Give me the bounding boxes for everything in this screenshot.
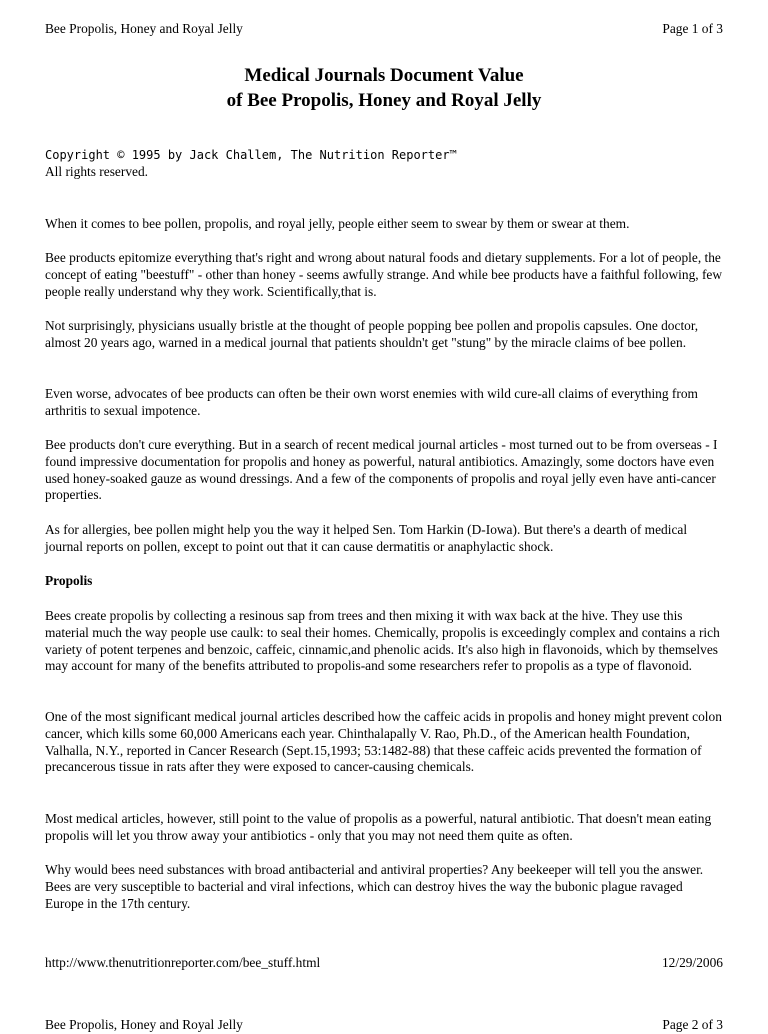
paragraph-text: When it comes to bee pollen, propolis, and royal jelly, people either seem to swear by them or swear at them. xyxy=(45,216,630,231)
title-line-1: Medical Journals Document Value xyxy=(244,65,524,86)
paragraph-text: Most medical articles, however, still point to the value of propolis as a powerful, natural antibiotic. That doesn't mean eating propolis will let you throw away your antibiotics - only that you may not need them quite as often. xyxy=(45,811,712,843)
title-line-2: of Bee Propolis, Honey and Royal Jelly xyxy=(226,89,542,111)
paragraph xyxy=(45,862,723,912)
rights-reserved: All rights reserved. xyxy=(45,163,149,179)
paragraph-text: Bees create propolis by collecting a resinous sap from trees and then mixing it with wax back at the hive. They use this material much the way people use caulk: to seal their homes. Chemically, propolis is exceedingly complex and contains a rich variety of potent terpenes and benzoic, caffeic, cinnamic,and phenolic acids. It's also high in flavonoids, which by themselves may account for many of the benefits attributed to propolis-and some researchers refer to propolis as a type of flavonoid. xyxy=(45,608,720,674)
paragraph xyxy=(45,608,723,675)
page-footer xyxy=(45,955,723,972)
next-header-document-title: Bee Propolis, Honey and Royal Jelly xyxy=(45,1017,243,1032)
next-header-page-number: Page 2 of 3 xyxy=(662,1017,723,1032)
paragraph-text: One of the most significant medical journal articles described how the caffeic acids in propolis and honey might prevent colon cancer, which kills some 60,000 Americans each year. Chinthalapally V. Rao, Ph.D., of the American health Foundation, Valhalla, N.Y., reported in Cancer Research (Sept.15,1993; 53:1482-88) that these caffeic acids prevented the formation of precancerous tissue in rats after they were exposed to cancer-causing chemicals. xyxy=(45,709,722,775)
paragraph xyxy=(45,709,723,776)
paragraph-text: Even worse, advocates of bee products can often be their own worst enemies with wild cure-all claims of everything from arthritis to sexual impotence. xyxy=(45,386,698,418)
section-heading: Propolis xyxy=(45,573,93,588)
paragraph xyxy=(45,811,723,845)
footer-date: 12/29/2006 xyxy=(661,955,723,970)
paragraph xyxy=(45,318,723,352)
next-page-header xyxy=(45,1017,723,1034)
copyright-notice: Copyright © 1995 by Jack Challem, The Nutrition Reporter™ xyxy=(45,148,457,162)
paragraph-text: Bee products epitomize everything that's right and wrong about natural foods and dietary supplements. For a lot of people, the concept of eating "beestuff" - other than honey - seems awfully strange. And while bee products have a faithful following, few people really understand why they work. Scientifically,that is. xyxy=(45,250,723,299)
paragraph-text: As for allergies, bee pollen might help you the way it helped Sen. Tom Harkin (D-Iowa). But there's a dearth of medical journal reports on pollen, except to point out that it can cause dermatitis or anaphylactic shock. xyxy=(45,522,688,554)
paragraph xyxy=(45,216,723,233)
paragraph-text: Why would bees need substances with broad antibacterial and antiviral properties? Any beekeeper will tell you the answer. Bees are very susceptible to bacterial and viral infections, which can destroy hives the way the bubonic plague ravaged Europe in the 17th century. xyxy=(45,862,704,911)
copyright-block xyxy=(45,147,457,181)
paragraph xyxy=(45,437,723,504)
footer-url: http://www.thenutritionreporter.com/bee_stuff.html xyxy=(45,955,321,970)
paragraph-text: Not surprisingly, physicians usually bristle at the thought of people popping bee pollen and propolis capsules. One doctor, almost 20 years ago, warned in a medical journal that patients shouldn't get "stung" by the miracle claims of bee pollen. xyxy=(45,318,699,350)
paragraph xyxy=(45,522,723,556)
paragraph xyxy=(45,386,723,420)
header-document-title: Bee Propolis, Honey and Royal Jelly xyxy=(45,21,243,36)
paragraph-text: Bee products don't cure everything. But in a search of recent medical journal articles - most turned out to be from overseas - I found impressive documentation for propolis and honey as powerful, natural antibiotics. Amazingly, some doctors have even used honey-soaked gauze as wound dressings. And a few of the components of propolis and royal jelly even have anti-cancer properties. xyxy=(45,437,718,503)
document-title xyxy=(0,64,768,113)
header-page-number: Page 1 of 3 xyxy=(662,21,723,36)
paragraph xyxy=(45,250,723,300)
page-header xyxy=(45,21,723,38)
